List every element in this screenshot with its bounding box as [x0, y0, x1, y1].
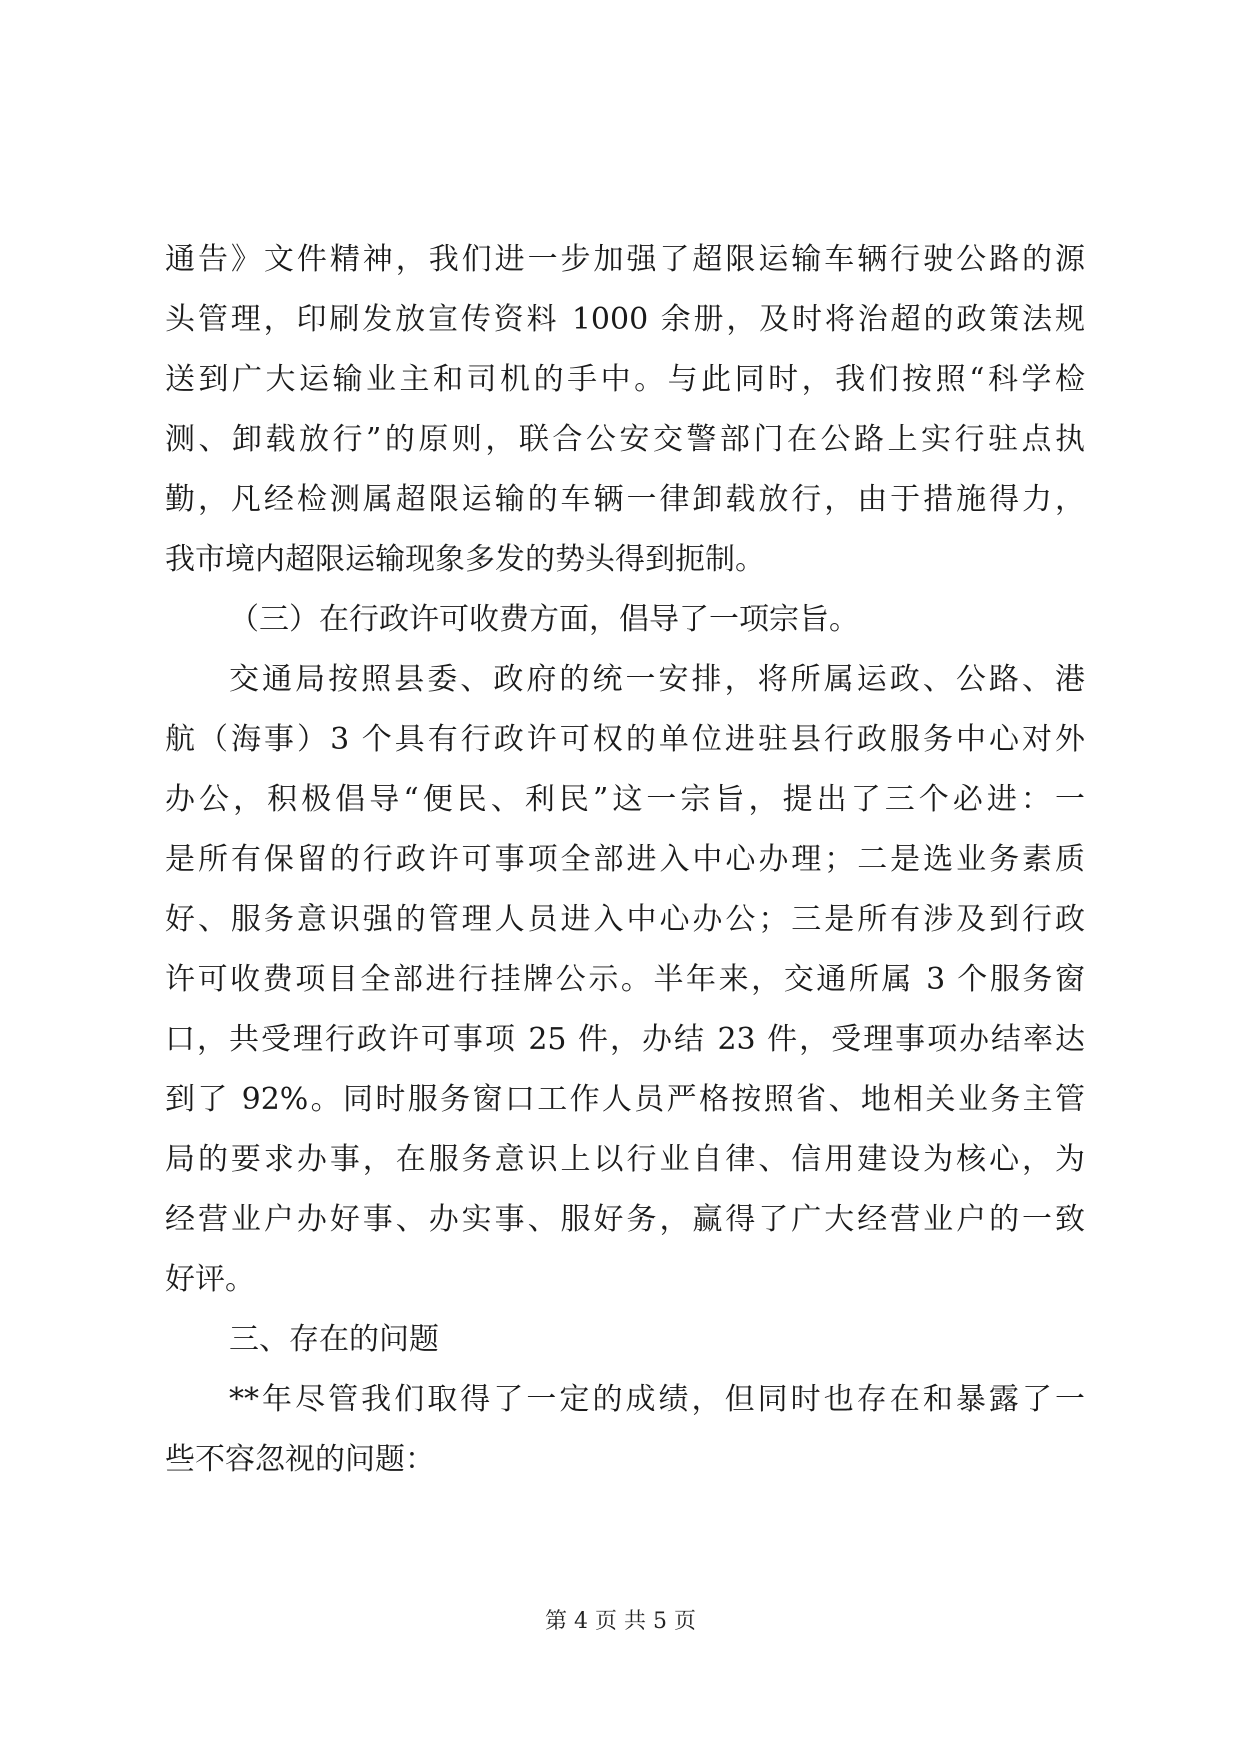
text-line: 三、存在的问题	[229, 1322, 439, 1357]
text-line: **年尽管我们取得了一定的成绩，但同时也存在和暴露了一	[229, 1382, 1085, 1417]
text-line: 好评。	[165, 1262, 255, 1297]
text-line: 通告》文件精神，我们进一步加强了超限运输车辆行驶公路的源	[165, 242, 1085, 277]
text-line: 经营业户办好事、办实事、服好务，赢得了广大经营业户的一致	[165, 1202, 1085, 1237]
text-line: 许可收费项目全部进行挂牌公示。半年来，交通所属 3 个服务窗	[165, 962, 1085, 997]
text-line: 交通局按照县委、政府的统一安排，将所属运政、公路、港	[229, 662, 1085, 697]
text-line: 勤，凡经检测属超限运输的车辆一律卸载放行，由于措施得力，	[165, 482, 1085, 517]
text-line: （三）在行政许可收费方面，倡导了一项宗旨。	[229, 602, 859, 637]
text-line: 送到广大运输业主和司机的手中。与此同时，我们按照“科学检	[165, 362, 1085, 397]
text-line: 航（海事）3 个具有行政许可权的单位进驻县行政服务中心对外	[165, 722, 1085, 757]
text-line: 办公，积极倡导“便民、利民”这一宗旨，提出了三个必进：一	[165, 782, 1085, 817]
document-body	[165, 230, 1085, 1490]
text-line: 到了 92%。同时服务窗口工作人员严格按照省、地相关业务主管	[165, 1082, 1085, 1117]
text-line: 好、服务意识强的管理人员进入中心办公；三是所有涉及到行政	[165, 902, 1085, 937]
text-line: 是所有保留的行政许可事项全部进入中心办理；二是选业务素质	[165, 842, 1085, 877]
text-line: 头管理，印刷发放宣传资料 1000 余册，及时将治超的政策法规	[165, 302, 1085, 337]
page-footer: 第 4 页 共 5 页	[545, 1609, 696, 1634]
text-line: 测、卸载放行”的原则，联合公安交警部门在公路上实行驻点执	[165, 422, 1085, 457]
text-line: 些不容忽视的问题：	[165, 1442, 435, 1477]
text-line: 局的要求办事，在服务意识上以行业自律、信用建设为核心，为	[165, 1142, 1085, 1177]
text-line: 口，共受理行政许可事项 25 件，办结 23 件，受理事项办结率达	[165, 1022, 1085, 1057]
text-line: 我市境内超限运输现象多发的势头得到扼制。	[165, 542, 765, 577]
